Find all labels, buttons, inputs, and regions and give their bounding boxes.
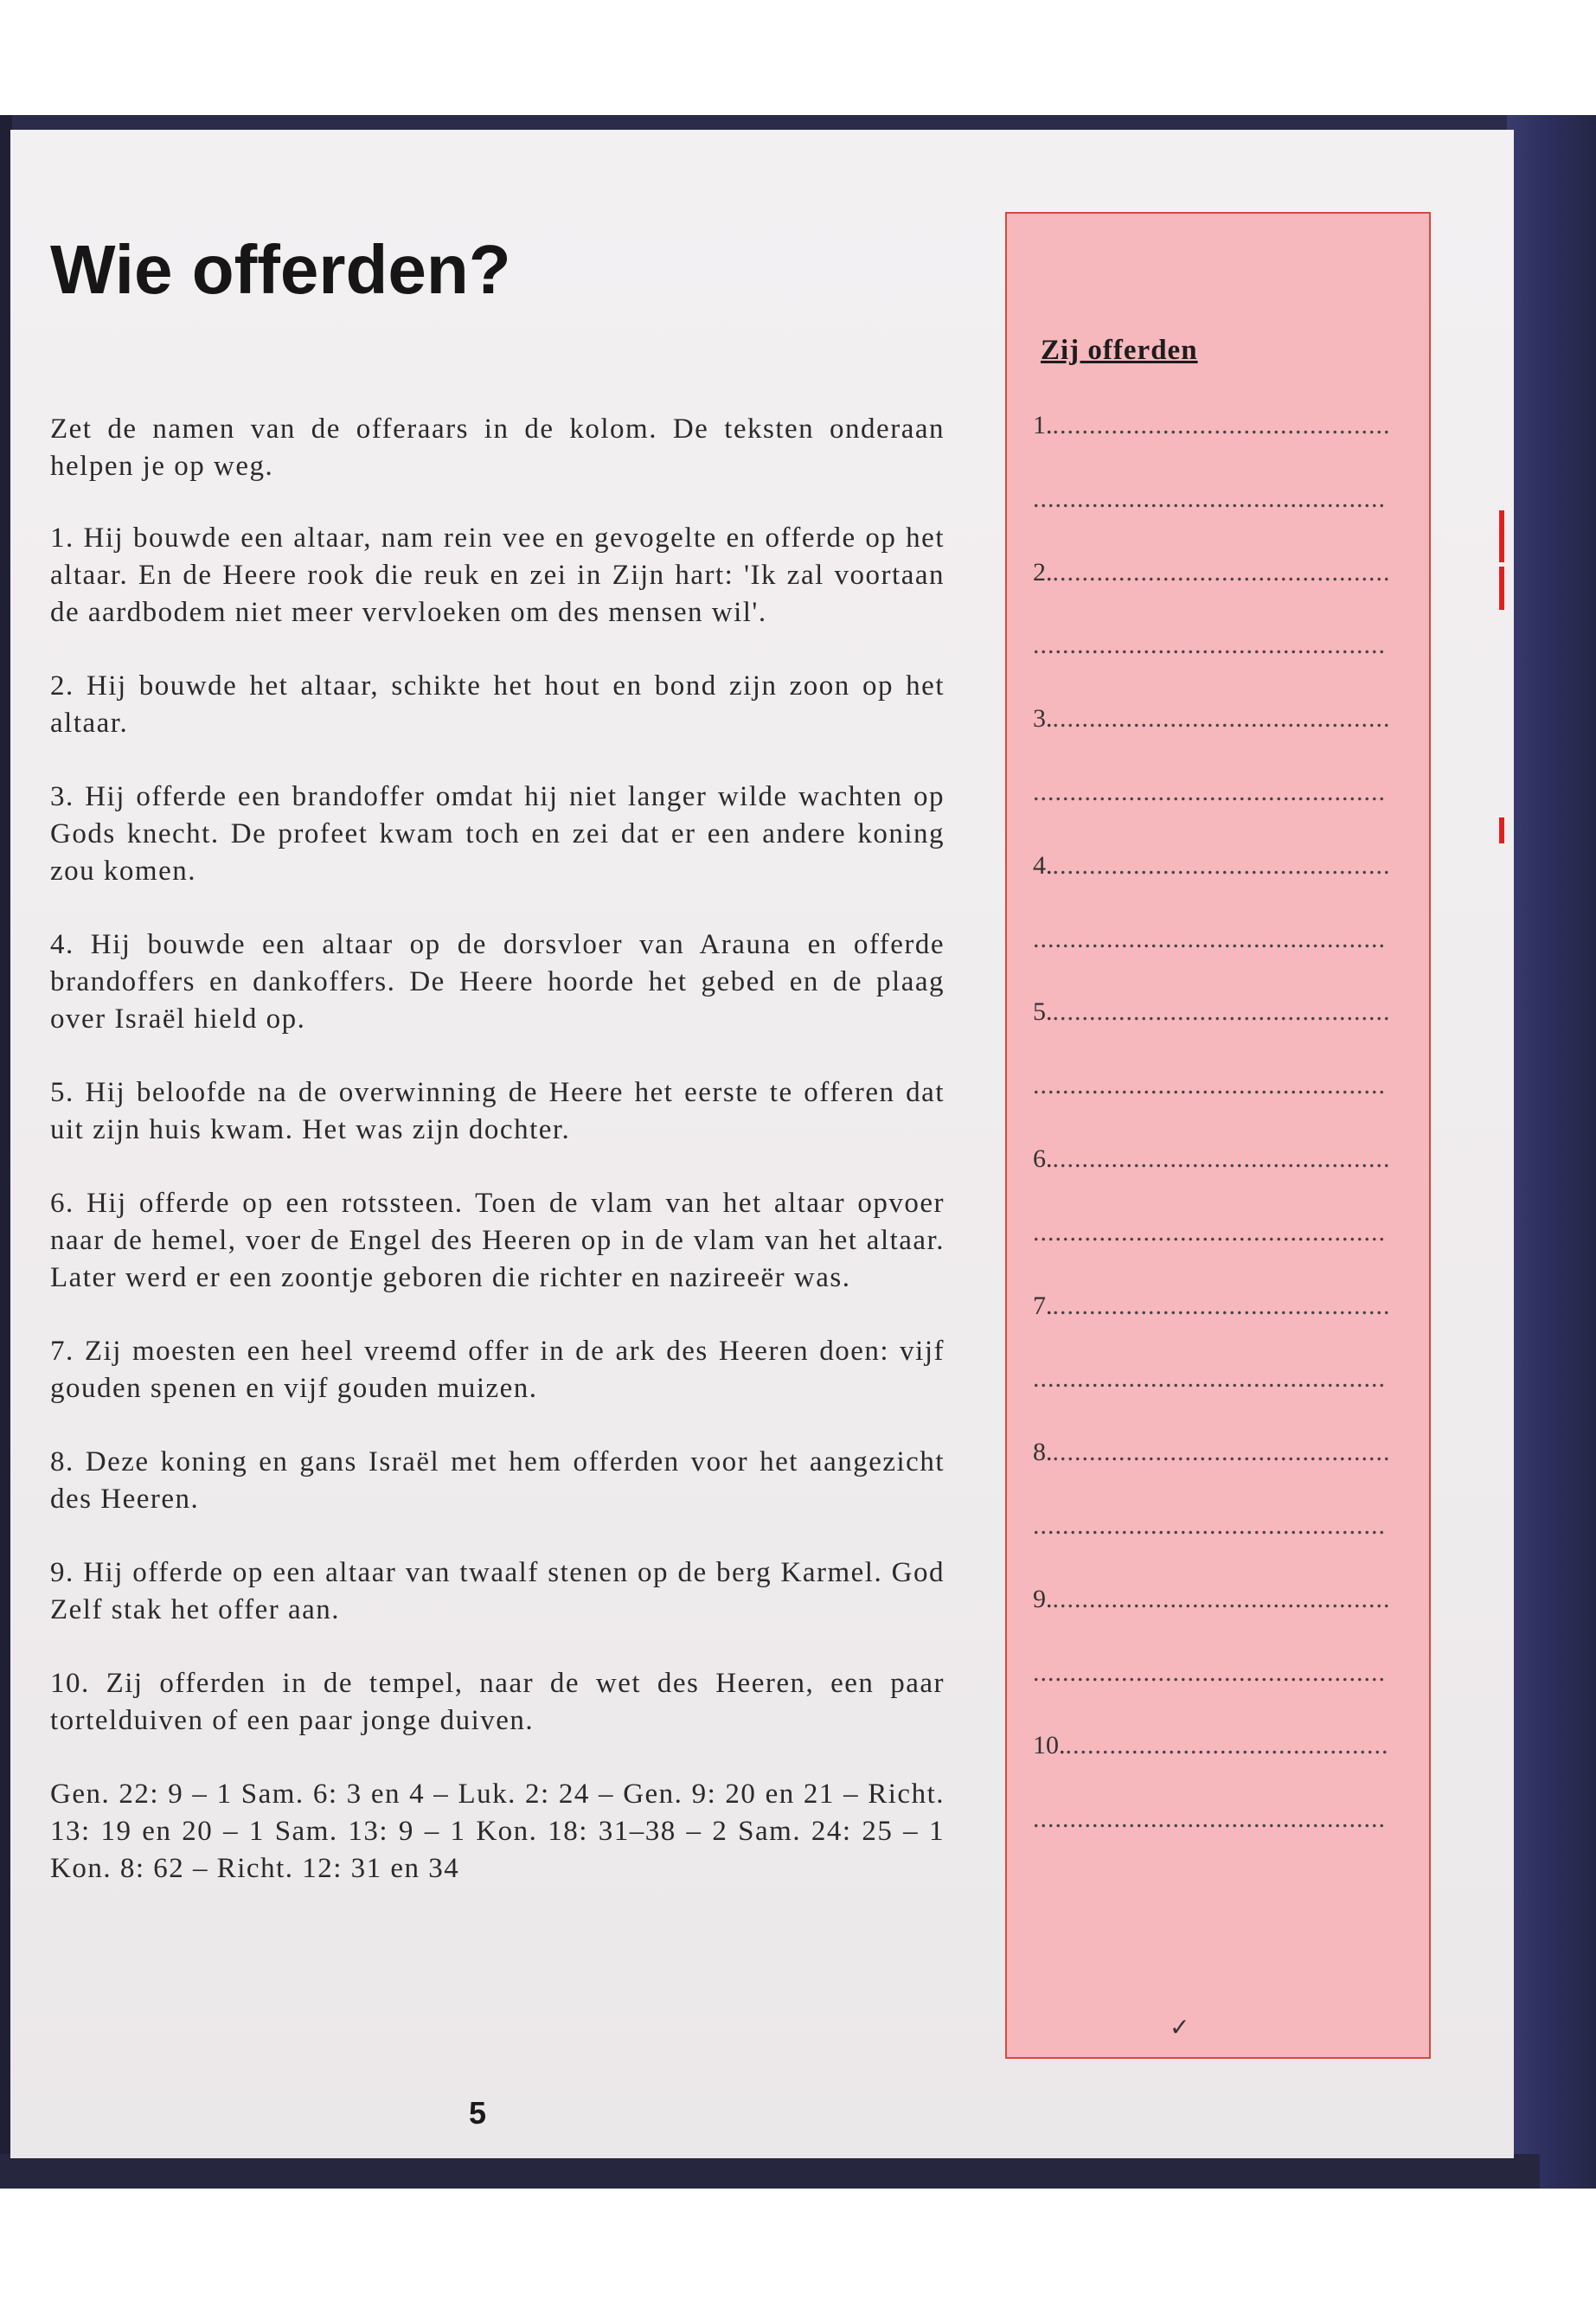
answer-line-numbered[interactable] <box>1033 850 1391 886</box>
dotted-line: ................................................ <box>1033 1511 1386 1540</box>
answer-line-blank[interactable] <box>1033 484 1386 519</box>
question-1: 1. Hij bouwde een altaar, nam rein vee en gevogelte en offerde op het altaar. En de Heere rook die reuk en zei in Zijn hart: 'Ik zal voortaan de aardbodem niet meer vervloeken om des mensen wil'. <box>50 522 945 628</box>
answer-line-blank[interactable] <box>1033 631 1386 665</box>
dotted-line: .............................................. <box>1052 557 1391 586</box>
page-number: 5 <box>469 2095 487 2131</box>
dotted-line: .............................................. <box>1052 997 1391 1027</box>
answer-line-numbered[interactable] <box>1033 704 1391 739</box>
answer-number: 5. <box>1033 997 1053 1027</box>
answer-panel <box>1005 212 1431 2059</box>
dotted-line: ................................................ <box>1033 484 1386 513</box>
dotted-line: .............................................. <box>1052 850 1391 880</box>
dotted-line: .............................................. <box>1052 1291 1391 1320</box>
dotted-line: ................................................ <box>1033 1657 1386 1687</box>
dotted-line: ................................................ <box>1033 1071 1386 1100</box>
dotted-line: ................................................ <box>1033 631 1386 660</box>
answer-line-numbered[interactable] <box>1033 1144 1391 1179</box>
answer-number: 10. <box>1033 1731 1066 1760</box>
answer-line-blank[interactable] <box>1033 778 1386 812</box>
dotted-line: .............................................. <box>1052 411 1391 439</box>
answer-number: 3. <box>1033 704 1053 734</box>
answer-line-numbered[interactable] <box>1033 997 1391 1032</box>
answer-line-numbered[interactable] <box>1033 1731 1389 1766</box>
answer-line-blank[interactable] <box>1033 1657 1386 1693</box>
dotted-line: ................................................ <box>1033 1217 1386 1247</box>
answer-line-numbered[interactable] <box>1033 1438 1391 1472</box>
question-2: 2. Hij bouwde het altaar, schikte het hout en bond zijn zoon op het altaar. <box>50 670 945 739</box>
question-5: 5. Hij beloofde na de overwinning de Heere het eerste te offeren dat uit zijn huis kwam. Het was zijn dochter. <box>50 1077 945 1145</box>
question-3: 3. Hij offerde een brandoffer omdat hij niet langer wilde wachten op Gods knecht. De profeet kwam toch en zei dat er een andere koning zou komen. <box>50 781 945 887</box>
question-8: 8. Deze koning en gans Israël met hem offerden voor het aangezicht des Heeren. <box>50 1446 945 1515</box>
bible-references: Gen. 22: 9 – 1 Sam. 6: 3 en 4 – Luk. 2: 24 – Gen. 9: 20 en 21 – Richt. 13: 19 en 20 – 1 Sam. 13: 9 – 1 Kon. 18: 31–38 – 2 Sam. 24: 25 – 1 Kon. 8: 62 – Richt. 12: 31 en 34 <box>50 1779 945 1884</box>
tick-mark: ✓ <box>1170 2015 1190 2041</box>
answer-line-blank[interactable] <box>1033 924 1386 959</box>
dotted-line: ................................................ <box>1033 1804 1386 1834</box>
book-page <box>10 130 1514 2158</box>
question-7: 7. Zij moesten een heel vreemd offer in de ark des Heeren doen: vijf gouden spenen en vijf gouden muizen. <box>50 1336 945 1404</box>
panel-heading: Zij offerden <box>1041 335 1198 366</box>
answer-line-blank[interactable] <box>1033 1071 1386 1106</box>
answer-line-blank[interactable] <box>1033 1804 1386 1839</box>
dotted-line: ................................................ <box>1033 924 1386 953</box>
answer-line-blank[interactable] <box>1033 1217 1386 1253</box>
book-cover-bottom-edge <box>0 2154 1540 2189</box>
dotted-line: .............................................. <box>1052 1144 1391 1173</box>
question-6: 6. Hij offerde op een rotssteen. Toen de vlam van het altaar opvoer naar de hemel, voer de Engel des Heeren op in de vlam van het altaar. Later werd er een zoontje geboren die richter en nazireeër was. <box>50 1188 945 1293</box>
answer-number: 1. <box>1033 411 1053 439</box>
answer-line-blank[interactable] <box>1033 1511 1386 1546</box>
dotted-line: ................................................ <box>1033 1364 1386 1394</box>
question-4: 4. Hij bouwde een altaar op de dorsvloer van Arauna en offerde brandoffers en dankoffers. De Heere hoorde het gebed en de plaag over Israël hield op. <box>50 929 945 1035</box>
book-cover-right-edge <box>1507 115 1596 2189</box>
exercise-text <box>50 411 945 1924</box>
answer-number: 9. <box>1033 1584 1053 1613</box>
answer-number: 2. <box>1033 557 1053 586</box>
dotted-line: .............................................. <box>1052 1438 1391 1467</box>
intro-paragraph: Zet de namen van de offeraars in de kolom. De teksten onderaan helpen je op weg. <box>50 413 945 482</box>
page-title: Wie offerden? <box>50 231 511 308</box>
question-9: 9. Hij offerde op een altaar van twaalf stenen op de berg Karmel. God Zelf stak het offer aan. <box>50 1557 945 1625</box>
red-edge-mark <box>1499 817 1504 843</box>
red-edge-mark <box>1499 510 1504 562</box>
answer-number: 4. <box>1033 850 1053 880</box>
answer-number: 6. <box>1033 1144 1053 1173</box>
answer-line-blank[interactable] <box>1033 1364 1386 1399</box>
dotted-line: .............................................. <box>1052 704 1391 734</box>
answer-number: 7. <box>1033 1291 1053 1320</box>
red-edge-mark <box>1499 567 1504 610</box>
answer-line-numbered[interactable] <box>1033 411 1391 445</box>
dotted-line: ............................................ <box>1065 1731 1389 1760</box>
answer-line-numbered[interactable] <box>1033 1291 1391 1326</box>
question-10: 10. Zij offerden in de tempel, naar de wet des Heeren, een paar tortelduiven of een paar jonge duiven. <box>50 1668 945 1736</box>
answer-line-numbered[interactable] <box>1033 1584 1391 1619</box>
dotted-line: .............................................. <box>1052 1584 1391 1613</box>
answer-number: 8. <box>1033 1438 1053 1467</box>
answer-line-numbered[interactable] <box>1033 557 1391 593</box>
dotted-line: ................................................ <box>1033 778 1386 806</box>
